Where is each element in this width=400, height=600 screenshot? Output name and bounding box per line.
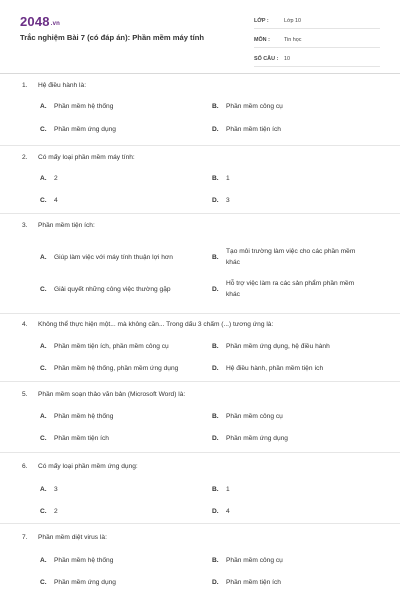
option-text: Phần mềm hệ thống (54, 102, 114, 110)
question-stem (22, 222, 95, 229)
option-text: 2 (54, 507, 58, 515)
option-letter: B. (212, 556, 219, 564)
option-a[interactable] (40, 172, 208, 184)
option-text: 3 (54, 485, 58, 493)
option-text: Phần mềm ứng dụng (54, 125, 116, 133)
site-logo[interactable] (20, 14, 60, 29)
option-c[interactable] (40, 123, 208, 135)
option-b[interactable] (212, 483, 372, 495)
question-number: 3. (22, 222, 28, 229)
option-b[interactable] (212, 410, 372, 422)
question-stem (22, 463, 138, 470)
option-c[interactable] (40, 362, 208, 374)
logo-number: 2048 (20, 14, 50, 29)
option-c[interactable] (40, 576, 208, 588)
option-b[interactable] (212, 554, 372, 566)
option-c[interactable] (40, 278, 208, 300)
option-text: Hệ điều hành, phần mềm tiện ích (226, 364, 324, 372)
option-a[interactable] (40, 554, 208, 566)
meta-row-class (254, 14, 380, 29)
option-text: Giúp làm việc với máy tính thuận lợi hơn (54, 253, 173, 261)
question-stem (22, 534, 107, 541)
meta-value: 10 (284, 56, 290, 62)
option-letter: C. (40, 125, 47, 133)
option-letter: B. (212, 412, 219, 420)
question-text: Có mấy loại phần mềm ứng dụng: (38, 463, 138, 470)
option-text: Phần mềm ứng dụng, hệ điều hành (226, 342, 330, 350)
question-number: 4. (22, 321, 28, 328)
question-number: 6. (22, 463, 28, 470)
option-d[interactable] (212, 194, 372, 206)
option-letter: A. (40, 102, 47, 110)
page-header (0, 0, 400, 74)
option-text: Phần mềm tiện ích (54, 434, 109, 442)
option-text: Phần mềm tiện ích (226, 578, 281, 586)
option-letter: D. (212, 196, 219, 204)
option-letter: A. (40, 412, 47, 420)
question-6 (0, 453, 400, 524)
option-letter: C. (40, 364, 47, 372)
question-number: 5. (22, 391, 28, 398)
option-text: 4 (226, 507, 230, 515)
worksheet-meta (254, 14, 380, 71)
option-letter: C. (40, 196, 47, 204)
option-text: Phần mềm công cụ (226, 412, 283, 420)
question-text: Phần mềm soạn thảo văn bản (Microsoft Word) là: (38, 391, 186, 398)
option-text: 2 (54, 174, 58, 182)
option-letter: A. (40, 556, 47, 564)
option-letter: B. (212, 102, 219, 110)
option-b[interactable] (212, 246, 372, 268)
option-c[interactable] (40, 432, 208, 444)
option-d[interactable] (212, 278, 372, 300)
question-text: Phần mềm tiện ích: (38, 222, 95, 229)
option-text: Phần mềm ứng dụng (226, 434, 288, 442)
option-b[interactable] (212, 172, 372, 184)
option-d[interactable] (212, 123, 372, 135)
option-letter: B. (212, 253, 219, 261)
option-letter: A. (40, 485, 47, 493)
option-text: 1 (226, 485, 230, 493)
question-stem (22, 154, 135, 161)
meta-label: MÔN : (254, 37, 270, 43)
option-c[interactable] (40, 505, 208, 517)
option-text: Tạo môi trường làm việc cho các phần mềm khác (226, 248, 356, 266)
option-b[interactable] (212, 340, 372, 352)
option-text: Phần mềm hệ thống (54, 556, 114, 564)
option-letter: B. (212, 342, 219, 350)
question-1 (0, 74, 400, 146)
option-a[interactable] (40, 100, 208, 112)
option-letter: D. (212, 434, 219, 442)
question-text: Phần mềm diệt virus là: (38, 534, 107, 541)
question-text: Không thể thực hiện một... mà không cần... Trong dấu 3 chấm (...) tương ứng là: (38, 321, 274, 328)
question-number: 7. (22, 534, 28, 541)
meta-row-count (254, 52, 380, 67)
question-4 (0, 314, 400, 382)
meta-value: Lớp 10 (284, 18, 302, 24)
option-a[interactable] (40, 246, 208, 268)
option-text: Phần mềm công cụ (226, 102, 283, 110)
meta-value: Tin học (284, 37, 302, 43)
question-text: Có mấy loại phần mềm máy tính: (38, 154, 135, 161)
option-d[interactable] (212, 505, 372, 517)
question-7 (0, 524, 400, 600)
option-letter: C. (40, 507, 47, 515)
question-2 (0, 146, 400, 214)
option-letter: C. (40, 434, 47, 442)
option-text: Giải quyết những công việc thường gặp (54, 285, 171, 293)
question-stem (22, 321, 273, 328)
option-b[interactable] (212, 100, 372, 112)
question-stem (22, 82, 86, 89)
option-text: Hỗ trợ việc làm ra các sản phẩm phần mềm khác (226, 280, 355, 298)
question-text: Hệ điều hành là: (38, 82, 87, 89)
option-text: 3 (226, 196, 230, 204)
option-text: Phần mềm ứng dụng (54, 578, 116, 586)
option-text: Phần mềm tiện ích, phần mềm công cụ (54, 342, 169, 350)
option-text: Phần mềm hệ thống (54, 412, 114, 420)
option-letter: B. (212, 485, 219, 493)
meta-label: SỐ CÂU : (254, 56, 279, 62)
option-letter: D. (212, 507, 219, 515)
option-a[interactable] (40, 410, 208, 422)
option-letter: A. (40, 253, 47, 261)
option-a[interactable] (40, 340, 208, 352)
option-letter: D. (212, 125, 219, 133)
question-stem (22, 391, 185, 398)
option-letter: D. (212, 285, 219, 293)
option-d[interactable] (212, 432, 372, 444)
question-3 (0, 214, 400, 314)
meta-label: LỚP : (254, 18, 269, 24)
option-text: 1 (226, 174, 230, 182)
option-d[interactable] (212, 362, 372, 374)
option-letter: C. (40, 578, 47, 586)
logo-domain: .vn (50, 21, 61, 27)
option-text: Phần mềm tiện ích (226, 125, 281, 133)
option-letter: B. (212, 174, 219, 182)
question-number: 2. (22, 154, 28, 161)
option-text: Phần mềm hệ thống, phần mềm ứng dụng (54, 364, 179, 372)
option-letter: C. (40, 285, 47, 293)
option-text: 4 (54, 196, 58, 204)
question-number: 1. (22, 82, 28, 89)
option-d[interactable] (212, 576, 372, 588)
meta-row-subject (254, 33, 380, 48)
option-c[interactable] (40, 194, 208, 206)
option-letter: D. (212, 578, 219, 586)
question-5 (0, 382, 400, 453)
option-letter: D. (212, 364, 219, 372)
option-letter: A. (40, 342, 47, 350)
page-title: Trắc nghiệm Bài 7 (có đáp án): Phần mềm máy tính (20, 33, 204, 42)
option-text: Phần mềm công cụ (226, 556, 283, 564)
option-a[interactable] (40, 483, 208, 495)
option-letter: A. (40, 174, 47, 182)
